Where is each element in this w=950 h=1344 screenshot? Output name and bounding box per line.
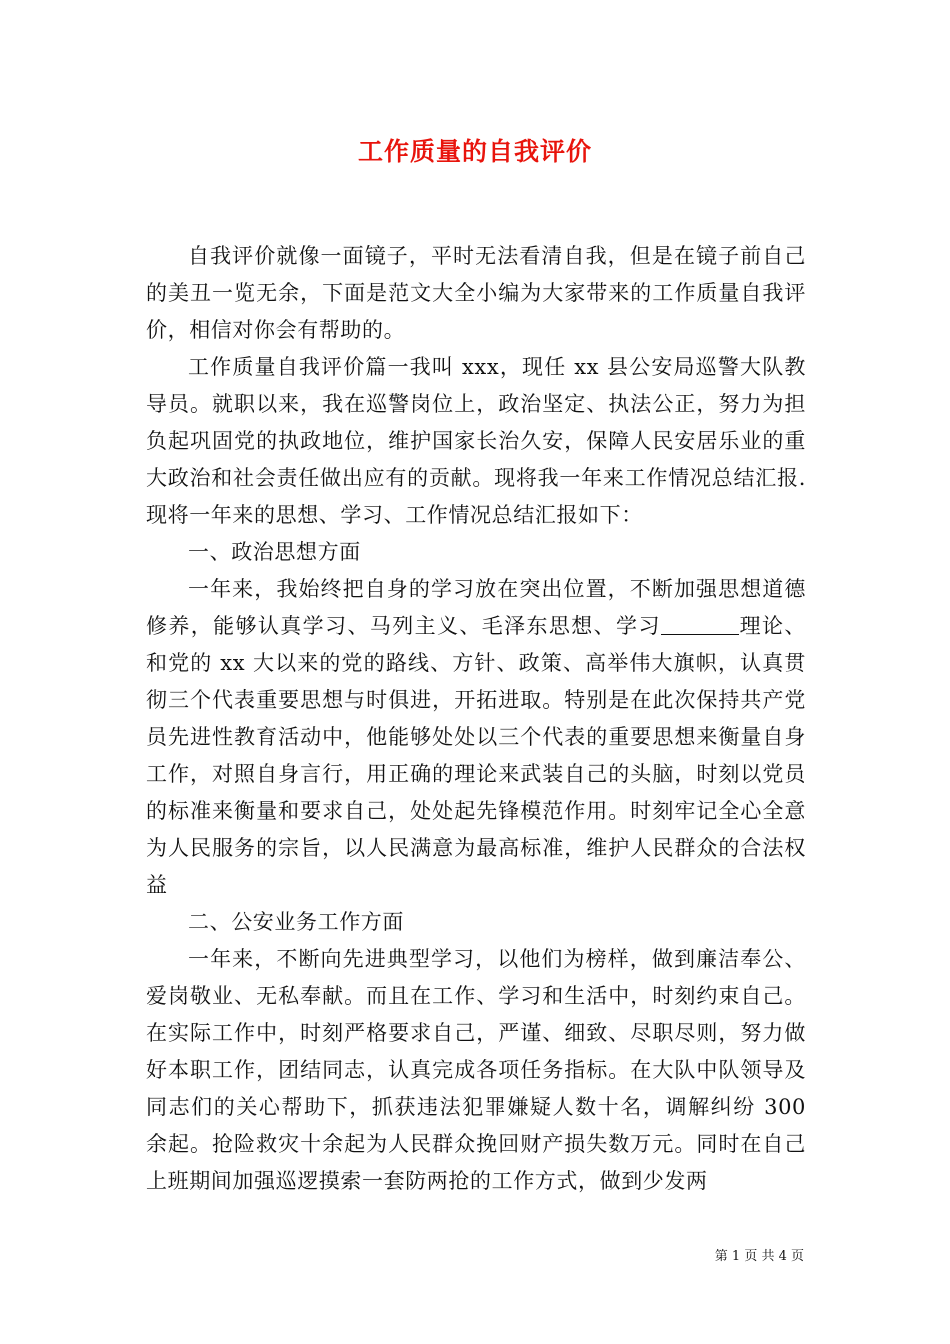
paragraph-political — [146, 571, 806, 904]
section-heading-business: 二、公安业务工作方面 — [188, 910, 404, 934]
paragraph-self-intro: 工作质量自我评价篇一我叫 xxx，现任 xx 县公安局巡警大队教导员。就职以来，我在巡警岗位上，政治坚定、执法公正，努力为担负起巩固党的执政地位，维护国家长治久安，保障人民安居乐业的重大政治和社会责任做出应有的贡献。现将我一年来工作情况总结汇报.现将一年来的思想、学习、工作情况总结汇报如下： — [146, 355, 806, 527]
page-number: 第 1 页 共 4 页 — [714, 1249, 804, 1264]
fill-in-blank — [661, 612, 739, 635]
paragraph-political-part1: 一年来，我始终把自身的学习放在突出位置，不断加强思想道德修养，能够认真学习、马列主义、毛泽东思想、学习 — [146, 577, 806, 638]
intro-paragraph: 自我评价就像一面镜子，平时无法看清自我，但是在镜子前自己的美丑一览无余，下面是范文大全小编为大家带来的工作质量自我评价，相信对你会有帮助的。 — [146, 244, 806, 342]
paragraph-political-part2: 理论、和党的 xx 大以来的党的路线、方针、政策、高举伟大旗帜，认真贯彻三个代表重要思想与时俱进，开拓进取。特别是在此次保持共产党员先进性教育活动中，他能够处处以三个代表的重要思想来衡量自身工作，对照自身言行，用正确的理论来武装自己的头脑，时刻以党员的标准来衡量和要求自己，处处起先锋模范作用。时刻牢记全心全意为人民服务的宗旨，以人民满意为最高标准，维护人民群众的合法权益 — [146, 614, 806, 897]
document-body — [146, 238, 806, 1200]
section-heading-political: 一、政治思想方面 — [188, 540, 361, 564]
document-title: 工作质量的自我评价 — [357, 137, 592, 166]
paragraph-business: 一年来，不断向先进典型学习，以他们为榜样，做到廉洁奉公、爱岗敬业、无私奉献。而且在工作、学习和生活中，时刻约束自己。在实际工作中，时刻严格要求自己，严谨、细致、尽职尽则，努力做好本职工作，团结同志，认真完成各项任务指标。在大队中队领导及同志们的关心帮助下，抓获违法犯罪嫌疑人数十名，调解纠纷 300 余起。抢险救灾十余起为人民群众挽回财产损失数万元。同时在自己上班期间加强巡逻摸索一套防两抢的工作方式，做到少发两 — [146, 947, 806, 1193]
